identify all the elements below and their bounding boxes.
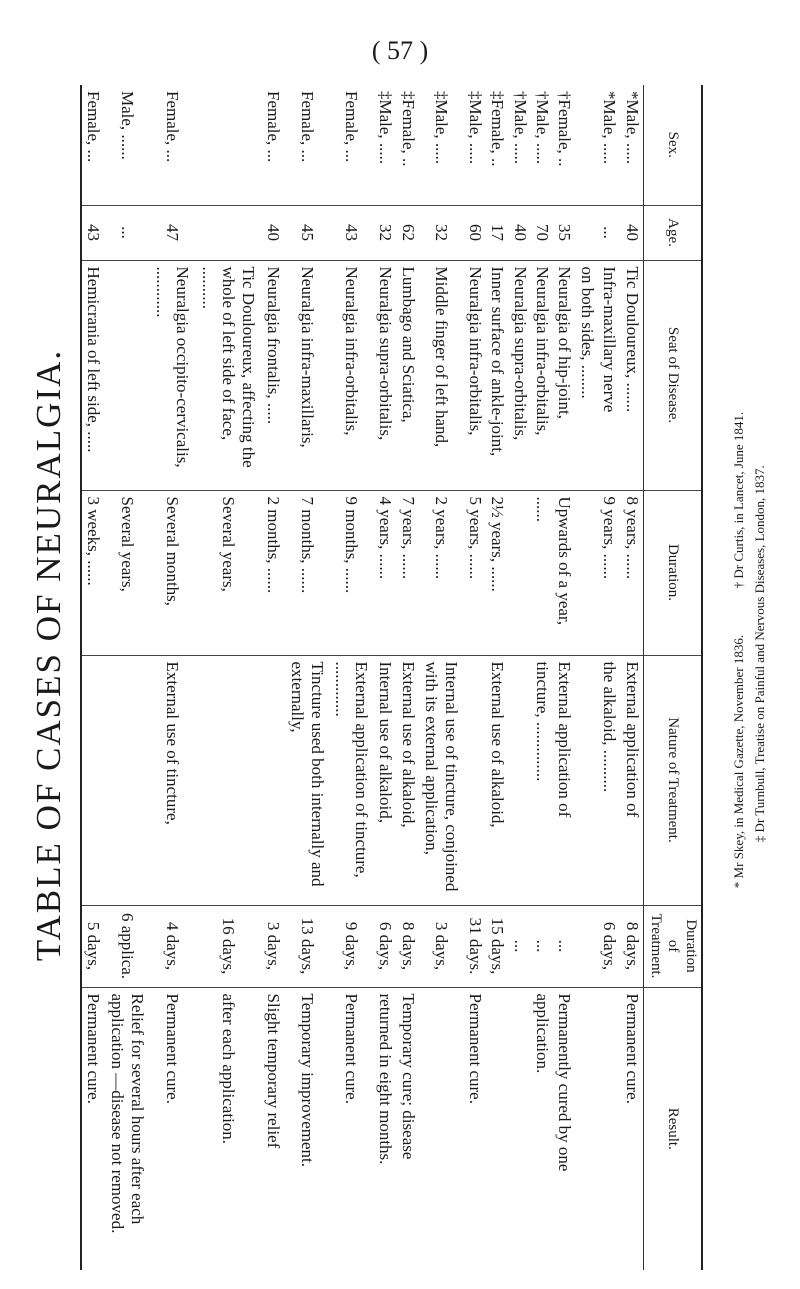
cell-age: 47: [150, 205, 195, 260]
cell-seat: Neuralgia infra-orbitalis,: [329, 260, 374, 490]
cell-nature: [105, 655, 150, 905]
cell-duration: Upwards of a year,: [553, 490, 575, 655]
cell-result: Temporary cure; disease: [396, 987, 418, 1270]
cell-duration: 4 years, ......: [374, 490, 396, 655]
header-sex: Sex.: [644, 85, 703, 205]
cell-sex: †Female, ..: [555, 91, 575, 167]
cell-sex: Female, ...: [163, 91, 183, 163]
cell-seat: Neuralgia occipito-cervicalis, ............: [150, 260, 195, 490]
cell-seat: Neuralgia infra-maxillaris,: [284, 260, 329, 490]
table-row: [329, 85, 374, 1270]
cell-sex: Male, ......: [118, 91, 138, 160]
header-age: Age.: [644, 205, 703, 260]
header-result: Result.: [644, 987, 703, 1270]
cell-duration-treatment: 6 days,: [374, 905, 396, 987]
table-row: [374, 85, 396, 1270]
cell-sex: †Male, .....: [510, 91, 530, 165]
cell-result: after each application.: [194, 987, 261, 1270]
cell-nature: External application of tincture, .............: [329, 655, 374, 905]
cell-result: [598, 987, 620, 1270]
cell-duration-treatment: ...: [531, 905, 553, 987]
cell-sex: Female, ...: [297, 91, 317, 163]
cell-age: 40: [262, 205, 284, 260]
cell-sex: ‡Male, .....: [465, 91, 485, 165]
cell-duration-treatment: 15 days,: [486, 905, 508, 987]
table-row: [531, 85, 553, 1270]
header-nature: Nature of Treatment.: [644, 655, 703, 905]
cell-result: Slight temporary relief: [262, 987, 284, 1270]
table-row: [81, 85, 105, 1270]
header-duration: Duration.: [644, 490, 703, 655]
cell-duration-treatment: 31 days.: [464, 905, 486, 987]
cell-duration: 5 years, ......: [464, 490, 486, 655]
cell-nature: [81, 655, 105, 905]
cell-duration: ......: [531, 490, 553, 655]
cell-nature: External application of: [621, 655, 644, 905]
table-row: [262, 85, 284, 1270]
cell-duration-treatment: 5 days,: [81, 905, 105, 987]
cell-sex: *Male, .....: [600, 91, 620, 165]
cell-nature: External use of alkaloid,: [396, 655, 418, 905]
cell-duration: [576, 490, 598, 655]
cell-seat: Neuralgia frontalis, .....: [262, 260, 284, 490]
cell-age: [576, 205, 598, 260]
cell-nature: Internal use of alkaloid,: [374, 655, 396, 905]
cell-seat: Neuralgia supra-orbitalis,: [374, 260, 396, 490]
table-row: [105, 85, 150, 1270]
cell-result: [508, 987, 530, 1270]
table-body: [81, 85, 644, 1270]
cell-duration-treatment: 3 days,: [419, 905, 464, 987]
cell-seat: Infra-maxillary nerve: [598, 260, 620, 490]
cell-duration: 8 years, ......: [621, 490, 644, 655]
cell-nature: [508, 655, 530, 905]
cell-sex: ‡Female, ..: [488, 91, 508, 167]
table-row: [284, 85, 329, 1270]
cell-sex: [576, 85, 598, 205]
table-row: [598, 85, 620, 1270]
table-row: [553, 85, 575, 1270]
cell-sex: ‡Male, .....: [376, 91, 396, 165]
header-seat: Seat of Disease.: [644, 260, 703, 490]
cell-sex: Female, ...: [81, 85, 105, 205]
cell-result: Relief for several hours after each application —disease not removed.: [105, 987, 150, 1270]
cell-age: 43: [81, 205, 105, 260]
cell-seat: Neuralgia infra-orbitalis,: [464, 260, 486, 490]
cell-duration-treatment: [576, 905, 598, 987]
cell-result: Permanent cure.: [464, 987, 486, 1270]
cell-duration-treatment: 8 days,: [396, 905, 418, 987]
cell-duration-treatment: 6 days,: [598, 905, 620, 987]
cell-duration-treatment: 8 days,: [621, 905, 644, 987]
cell-sex: ‡Male, .....: [432, 91, 452, 165]
table-row: [486, 85, 508, 1270]
cell-nature: the alkaloid, ..........: [598, 655, 620, 905]
cell-nature: [576, 655, 598, 905]
cell-sex: †Male, .....: [533, 91, 553, 165]
cell-result: Temporary improvement.: [284, 987, 329, 1270]
cell-age: 17: [486, 205, 508, 260]
cell-duration: 9 years, ......: [598, 490, 620, 655]
cell-duration: 7 years, ......: [396, 490, 418, 655]
cell-nature: External application of: [553, 655, 575, 905]
cell-nature: [262, 655, 284, 905]
page-number: ( 57 ): [371, 36, 429, 65]
cell-result: Permanently cured by one: [553, 987, 575, 1270]
cell-nature: Tincture used both internally and externally,: [284, 655, 329, 905]
cell-seat: Hemicrania of left side, .....: [81, 260, 105, 490]
cell-nature: [464, 655, 486, 905]
cell-result: Permanent cure.: [81, 987, 105, 1270]
cell-seat: [105, 260, 150, 490]
cell-sex: Female, ...: [263, 91, 283, 163]
cell-sex: [194, 85, 261, 205]
cell-sex: Female, ...: [342, 91, 362, 163]
cell-age: 35: [553, 205, 575, 260]
cell-duration-treatment: 16 days,: [194, 905, 261, 987]
table-row: [150, 85, 195, 1270]
table-row: [576, 85, 598, 1270]
table-row: [194, 85, 261, 1270]
footnote-curtis: † Dr Curtis, in Lancet, June 1841.: [731, 411, 747, 589]
cell-age: 40: [508, 205, 530, 260]
cell-duration: 2 months, ......: [262, 490, 284, 655]
header-row: [644, 85, 703, 1270]
cell-nature: Internal use of tincture, conjoined with its external application,: [419, 655, 464, 905]
cell-sex: *Male, .....: [622, 91, 642, 165]
cell-nature: [194, 655, 261, 905]
cell-age: 45: [284, 205, 329, 260]
cell-sex: ‡Female, ..: [398, 91, 418, 167]
cell-result: [576, 987, 598, 1270]
cell-age: ...: [598, 205, 620, 260]
cell-nature: External use of alkaloid,: [486, 655, 508, 905]
table-row: [419, 85, 464, 1270]
cell-duration: Several months,: [150, 490, 195, 655]
footnote-line-1: [729, 412, 750, 888]
footnote-skey: * Mr Skey, in Medical Gazette, November 1836.: [731, 634, 747, 889]
cell-seat: Neuralgia supra-orbitalis,: [508, 260, 530, 490]
cell-seat: Tic Douloureux, .......: [621, 260, 644, 490]
cell-duration: 2½ years, ......: [486, 490, 508, 655]
neuralgia-cases-table: [80, 85, 703, 1270]
cell-age: 70: [531, 205, 553, 260]
cell-duration-treatment: 6 applica.: [105, 905, 150, 987]
cell-age: 43: [329, 205, 374, 260]
cell-nature: External use of tincture,: [150, 655, 195, 905]
cell-seat: Neuralgia infra-orbitalis,: [531, 260, 553, 490]
cell-duration: 9 months, ......: [329, 490, 374, 655]
cell-seat: Neuralgia of hip-joint,: [553, 260, 575, 490]
cell-age: 40: [621, 205, 644, 260]
cell-duration: Several years,: [105, 490, 150, 655]
header-duration-treatment: Duration of Treatment.: [644, 905, 703, 987]
table-row: [508, 85, 530, 1270]
cell-seat: Lumbago and Sciatica,: [396, 260, 418, 490]
cell-result: [419, 987, 464, 1270]
cell-age: 32: [374, 205, 396, 260]
cell-seat: Inner surface of ankle-joint,: [486, 260, 508, 490]
cell-seat: Tic Douloureux, affecting the whole of left side of face, ..........: [194, 260, 261, 490]
cell-duration-treatment: ...: [508, 905, 530, 987]
cell-result: [486, 987, 508, 1270]
table-row: [464, 85, 486, 1270]
cell-seat: Middle finger of left hand,: [419, 260, 464, 490]
cell-seat: on both sides, ........: [576, 260, 598, 490]
cell-duration-treatment: 4 days,: [150, 905, 195, 987]
cell-duration-treatment: ...: [553, 905, 575, 987]
cell-nature: tincture, ..............: [531, 655, 553, 905]
cell-duration: 7 months, ......: [284, 490, 329, 655]
cell-age: 32: [419, 205, 464, 260]
cell-duration: 3 weeks, ......: [81, 490, 105, 655]
cell-result: returned in eight months.: [374, 987, 396, 1270]
neuralgia-table-container: [80, 85, 703, 1270]
cell-duration: [508, 490, 530, 655]
cell-duration: 2 years, ......: [419, 490, 464, 655]
cell-duration: Several years,: [194, 490, 261, 655]
cell-result: Permanent cure.: [329, 987, 374, 1270]
cell-duration-treatment: 3 days,: [262, 905, 284, 987]
cell-result: Permanent cure.: [621, 987, 644, 1270]
footnote-turnbull: ‡ Dr Turnbull, Treatise on Painful and Nervous Diseases, London, 1837.: [752, 465, 767, 843]
table-row: [621, 85, 644, 1270]
cell-age: 60: [464, 205, 486, 260]
table-title: TABLE OF CASES OF NEURALGIA.: [29, 348, 68, 962]
cell-result: application.: [531, 987, 553, 1270]
cell-result: Permanent cure.: [150, 987, 195, 1270]
cell-duration-treatment: 9 days,: [329, 905, 374, 987]
footnotes: [729, 412, 771, 888]
table-row: [396, 85, 418, 1270]
cell-age: ...: [105, 205, 150, 260]
cell-age: [194, 205, 261, 260]
cell-age: 62: [396, 205, 418, 260]
cell-duration-treatment: 13 days,: [284, 905, 329, 987]
